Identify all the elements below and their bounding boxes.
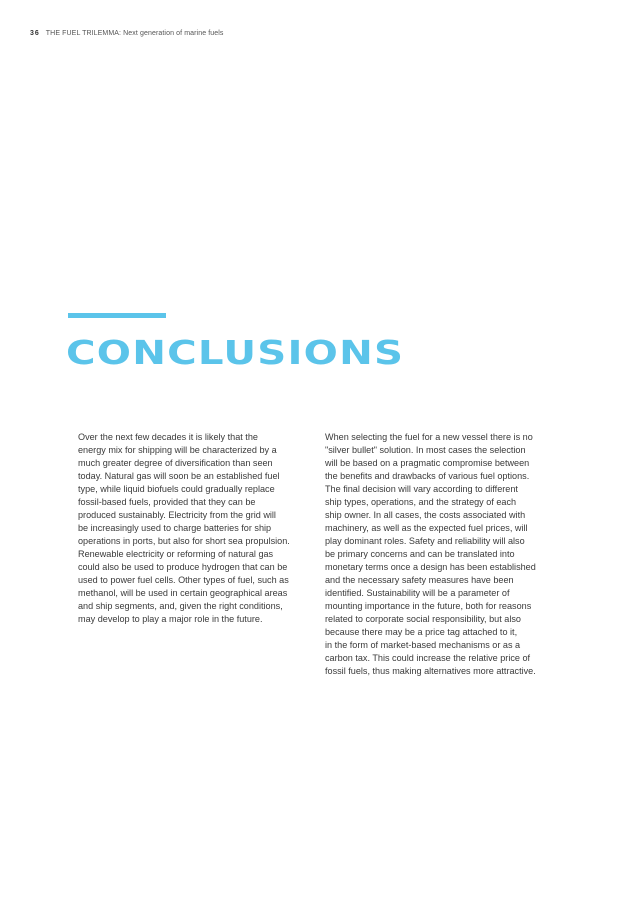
paragraph-line: ship owner. In all cases, the costs associated with [325,510,526,520]
paragraph-line: Renewable electricity or reforming of natural gas [78,549,274,559]
paragraph-line: and ship segments, and, given the right conditions, [78,601,283,611]
paragraph-line: will be based on a pragmatic compromise between [325,458,530,468]
paragraph-line: When selecting the fuel for a new vessel there is no [325,432,533,442]
paragraph-line: the benefits and drawbacks of various fuel options. [325,471,530,481]
body-column-right [325,431,565,678]
accent-bar [68,313,166,318]
paragraph-line: energy mix for shipping will be characterized by a [78,445,277,455]
paragraph-line: produced sustainably. Electricity from the grid will [78,510,276,520]
paragraph-line: methanol, will be used in certain geographical areas [78,588,288,598]
paragraph-line: The final decision will vary according to different [325,484,518,494]
paragraph-line: carbon tax. This could increase the relative price of [325,653,531,663]
paragraph-line: machinery, as well as the expected fuel prices, will [325,523,528,533]
paragraph-line: type, while liquid biofuels could gradually replace [78,484,275,494]
paragraph-line: may develop to play a major role in the future. [78,614,263,624]
paragraph-line: used to power fuel cells. Other types of fuel, such as [78,575,289,585]
paragraph-line: fossil-based fuels, provided that they can be [78,497,256,507]
paragraph-line: operations in ports, but also for short sea propulsion. [78,536,290,546]
running-header [30,30,224,37]
paragraph-line: much greater degree of diversification than seen [78,458,273,468]
paragraph-line: be primary concerns and can be translated into [325,549,515,559]
paragraph-line: play dominant roles. Safety and reliability will also [325,536,525,546]
paragraph-line: because there may be a price tag attached to it, [325,627,518,637]
paragraph-line: "silver bullet" solution. In most cases the selection [325,445,526,455]
body-column-left [78,431,328,626]
paragraph-line: related to corporate social responsibility, but also [325,614,521,624]
paragraph-line: be increasingly used to charge batteries for ship [78,523,272,533]
paragraph-line: Over the next few decades it is likely that the [78,432,258,442]
paragraph-line: today. Natural gas will soon be an established fuel [78,471,280,481]
paragraph-line: monetary terms once a design has been established [325,562,536,572]
paragraph-line: and the necessary safety measures have been [325,575,514,585]
running-title: THE FUEL TRILEMMA: Next generation of marine fuels [45,30,224,37]
paragraph-line: mounting importance in the future, both for reasons [325,601,532,611]
paragraph-line: ship types, operations, and the strategy of each [325,497,517,507]
paragraph-line: in the form of market-based mechanisms or as a [325,640,521,650]
paragraph-line: identified. Sustainability will be a parameter of [325,588,510,598]
paragraph-line: could also be used to produce hydrogen that can be [78,562,288,572]
section-title: CONCLUSIONS [66,333,405,372]
paragraph-line: fossil fuels, thus making alternatives more attractive. [325,666,536,676]
page-number: 36 [30,30,40,37]
